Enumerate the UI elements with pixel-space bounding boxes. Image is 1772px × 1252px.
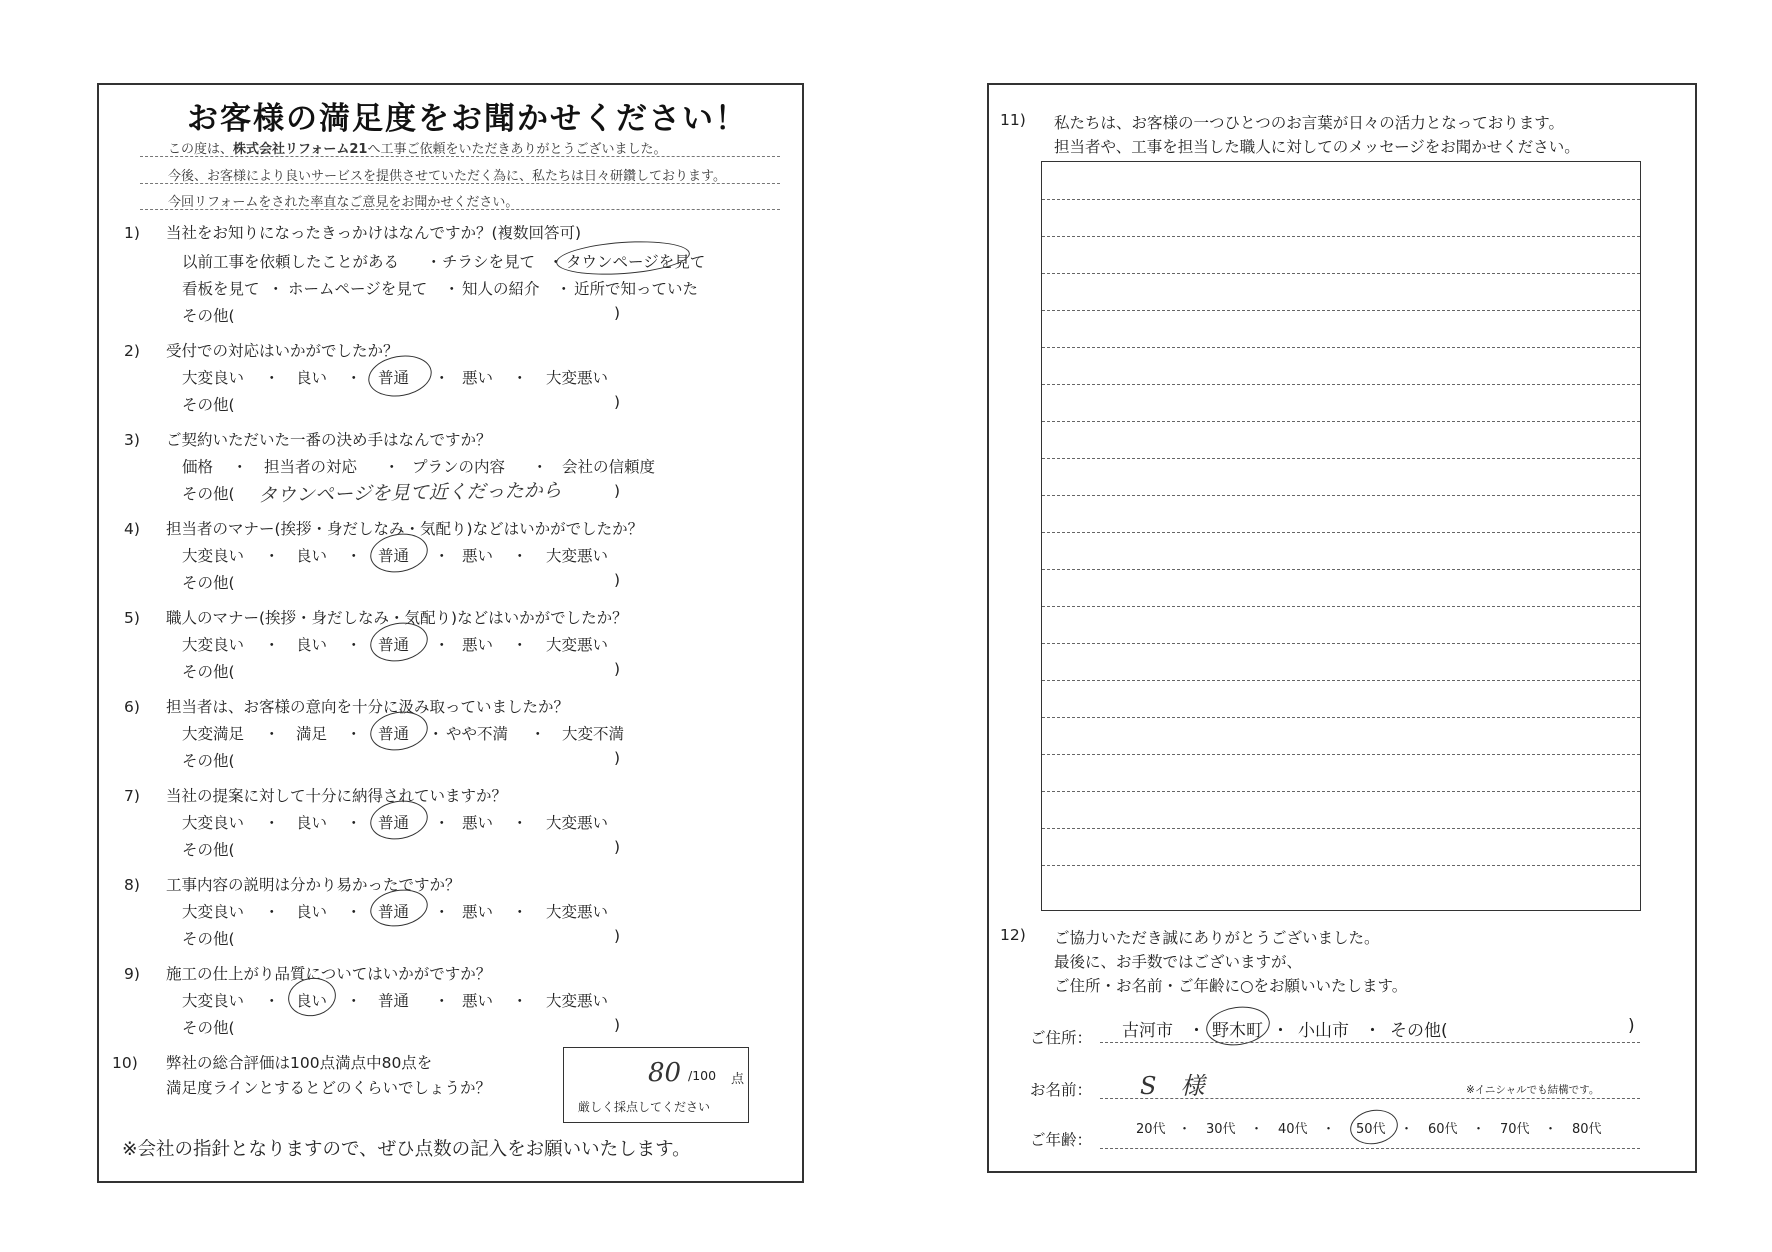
separator: ・: [346, 369, 362, 387]
separator: ・: [346, 992, 362, 1010]
intro-line-2: 今後、お客様により良いサービスを提供させていただく為に、私たちは日々研鑽しております。: [168, 169, 726, 184]
question-7-text: 当社の提案に対して十分に納得されていますか？: [166, 787, 508, 805]
question-12-line-3: ご住所・お名前・ご年齢に○をお願いいたします。: [1054, 977, 1408, 995]
q3-other-label: その他(: [182, 485, 235, 503]
q3-option-plan[interactable]: プランの内容: [412, 458, 506, 476]
q9-option-very-bad[interactable]: 大変悪い: [546, 992, 609, 1010]
ruled-line: [1042, 865, 1640, 866]
q8-option-very-bad[interactable]: 大変悪い: [546, 903, 609, 921]
intro-line-1-post: へ工事ご依頼をいただきありがとうございました。: [367, 142, 667, 157]
q3-handwritten-answer: タウンページを見て近くだったから: [257, 479, 562, 507]
separator: ・: [512, 814, 528, 832]
ruled-line: [1042, 421, 1640, 422]
q8-option-bad[interactable]: 悪い: [462, 903, 494, 921]
q3-option-price[interactable]: 価格: [182, 458, 214, 476]
ruled-line: [1042, 532, 1640, 533]
q1-option-signboard[interactable]: 看板を見て: [182, 280, 260, 298]
question-8-number: 8): [124, 876, 140, 894]
q7-option-good[interactable]: 良い: [296, 814, 328, 832]
question-5-text: 職人のマナー(挨拶・身だしなみ・気配り)などはいかがでしたか？: [166, 609, 628, 627]
age-option-30s[interactable]: 30代: [1206, 1122, 1236, 1137]
q4-option-very-bad[interactable]: 大変悪い: [546, 547, 609, 565]
q2-option-average[interactable]: 普通: [378, 369, 410, 387]
age-label: ご年齢：: [1030, 1131, 1093, 1149]
q5-option-very-bad[interactable]: 大変悪い: [546, 636, 609, 654]
question-12-line-1: ご協力いただき誠にありがとうございました。: [1054, 929, 1380, 947]
q6-option-satisfied[interactable]: 満足: [296, 725, 328, 743]
question-7-number: 7): [124, 787, 140, 805]
ruled-line: [1042, 347, 1640, 348]
q4-option-bad[interactable]: 悪い: [462, 547, 494, 565]
ruled-line: [1042, 273, 1640, 274]
separator: ・: [1322, 1122, 1336, 1137]
separator: ・: [346, 903, 362, 921]
ruled-line: [1042, 828, 1640, 829]
q5-other-label: その他(: [182, 663, 235, 681]
separator: ・: [434, 903, 450, 921]
q2-option-bad[interactable]: 悪い: [462, 369, 494, 387]
q6-option-somewhat-dissatisfied[interactable]: やや不満: [446, 725, 509, 743]
q3-other-close: ): [614, 482, 621, 500]
q4-other-close: ): [614, 571, 621, 589]
question-8-text: 工事内容の説明は分かり易かったですか？: [166, 876, 461, 894]
question-10-line-1: 弊社の総合評価は100点満点中80点を: [166, 1054, 433, 1072]
intro-line-3: 今回リフォームをされた率直なご意見をお聞かせください。: [168, 195, 519, 210]
age-underline: [1100, 1148, 1640, 1149]
name-initial-note: ※イニシャルでも結構です。: [1466, 1084, 1600, 1096]
intro-divider: [140, 209, 780, 210]
separator: ・: [346, 636, 362, 654]
intro-divider: [140, 183, 780, 184]
separator: ・: [434, 814, 450, 832]
address-option-nogi[interactable]: 野木町: [1212, 1021, 1263, 1041]
question-2-text: 受付での対応はいかがでしたか？: [166, 342, 399, 360]
q3-option-reliability[interactable]: 会社の信頼度: [562, 458, 656, 476]
name-label: お名前：: [1030, 1081, 1093, 1099]
q5-option-bad[interactable]: 悪い: [462, 636, 494, 654]
ruled-line: [1042, 680, 1640, 681]
q2-option-very-good[interactable]: 大変良い: [182, 369, 245, 387]
ruled-line: [1042, 643, 1640, 644]
question-6-number: 6): [124, 698, 140, 716]
q4-option-good[interactable]: 良い: [296, 547, 328, 565]
intro-line-1-pre: この度は、: [168, 142, 234, 157]
q2-other-close: ): [614, 393, 621, 411]
separator: ・: [264, 369, 280, 387]
q9-option-bad[interactable]: 悪い: [462, 992, 494, 1010]
q2-option-good[interactable]: 良い: [296, 369, 328, 387]
question-4-number: 4): [124, 520, 140, 538]
separator: ・: [1364, 1021, 1381, 1041]
name-handwritten[interactable]: S 様: [1140, 1072, 1205, 1100]
company-name: 株式会社リフォーム21: [233, 142, 368, 157]
q6-other-label: その他(: [182, 752, 235, 770]
separator: ・: [1188, 1021, 1205, 1041]
q9-option-good[interactable]: 良い: [296, 992, 328, 1010]
separator: ・: [264, 547, 280, 565]
name-underline: [1100, 1098, 1640, 1099]
separator: ・: [434, 992, 450, 1010]
question-12-number: 12): [1000, 926, 1026, 944]
q2-option-very-bad[interactable]: 大変悪い: [546, 369, 609, 387]
separator: ・: [264, 725, 280, 743]
q1-other-close: ): [614, 304, 621, 322]
ruled-line: [1042, 495, 1640, 496]
separator: ・: [1472, 1122, 1486, 1137]
separator: ・: [532, 458, 548, 476]
separator: ・: [1178, 1122, 1192, 1137]
q7-option-very-bad[interactable]: 大変悪い: [546, 814, 609, 832]
age-option-40s[interactable]: 40代: [1278, 1122, 1308, 1137]
q5-option-very-good[interactable]: 大変良い: [182, 636, 245, 654]
question-1-text: 当社をお知りになったきっかけはなんですか？(複数回答可): [166, 224, 582, 242]
separator: ・: [512, 547, 528, 565]
separator: ・: [512, 903, 528, 921]
separator: ・: [346, 547, 362, 565]
address-other-close: ): [1628, 1016, 1635, 1036]
q7-option-very-good[interactable]: 大変良い: [182, 814, 245, 832]
separator: ・: [1544, 1122, 1558, 1137]
separator: ・: [346, 725, 362, 743]
q4-option-very-good[interactable]: 大変良い: [182, 547, 245, 565]
q9-option-average[interactable]: 普通: [378, 992, 410, 1010]
q7-option-bad[interactable]: 悪い: [462, 814, 494, 832]
q4-option-average[interactable]: 普通: [378, 547, 410, 565]
separator: ・: [444, 280, 460, 298]
ruled-line: [1042, 199, 1640, 200]
q8-option-average[interactable]: 普通: [378, 903, 410, 921]
question-11-line-2: 担当者や、工事を担当した職人に対してのメッセージをお聞かせください。: [1054, 138, 1580, 156]
q8-option-very-good[interactable]: 大変良い: [182, 903, 245, 921]
ruled-line: [1042, 717, 1640, 718]
age-option-20s[interactable]: 20代: [1136, 1122, 1166, 1137]
q7-option-average[interactable]: 普通: [378, 814, 410, 832]
q6-option-very-dissatisfied[interactable]: 大変不満: [562, 725, 625, 743]
q9-other-close: ): [614, 1016, 621, 1034]
separator: ・: [264, 636, 280, 654]
separator: ・: [512, 369, 528, 387]
question-11-number: 11): [1000, 111, 1026, 129]
separator: ・: [346, 814, 362, 832]
separator: ・: [434, 636, 450, 654]
question-12-line-2: 最後に、お手数ではございますが、: [1054, 953, 1303, 971]
separator: ・: [264, 814, 280, 832]
ruled-line: [1042, 754, 1640, 755]
q6-option-very-satisfied[interactable]: 大変満足: [182, 725, 245, 743]
q4-other-label: その他(: [182, 574, 235, 592]
address-option-other[interactable]: その他(: [1390, 1021, 1448, 1041]
address-option-koga[interactable]: 古河市: [1122, 1021, 1173, 1041]
q1-other-label: その他(: [182, 307, 235, 325]
question-11-line-1: 私たちは、お客様の一つひとつのお言葉が日々の活力となっております。: [1054, 114, 1564, 132]
question-10-number: 10): [112, 1054, 138, 1072]
address-label: ご住所：: [1030, 1029, 1093, 1047]
separator: ・: [1400, 1122, 1414, 1137]
q1-option-past-work[interactable]: 以前工事を依頼したことがある: [182, 253, 400, 271]
separator: ・: [426, 253, 442, 271]
q9-other-label: その他(: [182, 1019, 235, 1037]
age-option-70s[interactable]: 70代: [1500, 1122, 1530, 1137]
ruled-line: [1042, 310, 1640, 311]
separator: ・: [384, 458, 400, 476]
q9-option-very-good[interactable]: 大変良い: [182, 992, 245, 1010]
question-1-number: 1): [124, 224, 140, 242]
separator: ・: [1272, 1021, 1289, 1041]
separator: ・: [512, 636, 528, 654]
address-option-oyama[interactable]: 小山市: [1298, 1021, 1349, 1041]
q1-option-town-page[interactable]: タウンページを見て: [566, 253, 706, 271]
question-10-line-2: 満足度ラインとするとどのくらいでしょうか？: [166, 1079, 492, 1097]
q1-option-homepage[interactable]: ホームページを見て: [288, 280, 428, 298]
question-9-text: 施工の仕上がり品質についてはいかがですか？: [166, 965, 492, 983]
separator: ・: [512, 992, 528, 1010]
q1-option-neighborhood[interactable]: 近所で知っていた: [574, 280, 699, 298]
q1-option-referral[interactable]: 知人の紹介: [462, 280, 540, 298]
intro-divider: [140, 156, 780, 157]
question-2-number: 2): [124, 342, 140, 360]
q5-option-good[interactable]: 良い: [296, 636, 328, 654]
q2-other-label: その他(: [182, 396, 235, 414]
question-3-text: ご契約いただいた一番の決め手はなんですか？: [166, 431, 492, 449]
address-underline: [1100, 1042, 1640, 1043]
ruled-line: [1042, 606, 1640, 607]
score-unit: 点: [731, 1072, 745, 1087]
separator: ・: [232, 458, 248, 476]
ruled-line: [1042, 791, 1640, 792]
question-9-number: 9): [124, 965, 140, 983]
footer-note: ※会社の指針となりますので、ぜひ点数の記入をお願いいたします。: [122, 1139, 691, 1160]
ruled-line: [1042, 458, 1640, 459]
separator: ・: [264, 992, 280, 1010]
q5-other-close: ): [614, 660, 621, 678]
ruled-line: [1042, 569, 1640, 570]
q5-option-average[interactable]: 普通: [378, 636, 410, 654]
separator: ・: [1250, 1122, 1264, 1137]
q8-other-label: その他(: [182, 930, 235, 948]
ruled-line: [1042, 236, 1640, 237]
q7-other-label: その他(: [182, 841, 235, 859]
q7-other-close: ): [614, 838, 621, 856]
ruled-line: [1042, 384, 1640, 385]
separator: ・: [556, 280, 572, 298]
score-handwritten: 80: [648, 1058, 682, 1088]
age-option-80s[interactable]: 80代: [1572, 1122, 1602, 1137]
question-3-number: 3): [124, 431, 140, 449]
q8-option-good[interactable]: 良い: [296, 903, 328, 921]
separator: ・: [530, 725, 546, 743]
score-hint: 厳しく採点してください: [578, 1100, 711, 1114]
separator: ・: [434, 369, 450, 387]
separator: ・: [264, 903, 280, 921]
q6-option-average[interactable]: 普通: [378, 725, 410, 743]
question-4-text: 担当者のマナー(挨拶・身だしなみ・気配り)などはいかがでしたか？: [166, 520, 644, 538]
question-5-number: 5): [124, 609, 140, 627]
message-textarea[interactable]: [1041, 161, 1641, 911]
separator: ・: [428, 725, 444, 743]
age-option-50s[interactable]: 50代: [1356, 1122, 1386, 1137]
intro-line-1: [168, 138, 666, 157]
separator: ・: [434, 547, 450, 565]
age-option-60s[interactable]: 60代: [1428, 1122, 1458, 1137]
q3-option-staff[interactable]: 担当者の対応: [264, 458, 358, 476]
separator: ・: [548, 253, 564, 271]
score-box[interactable]: [563, 1047, 749, 1123]
survey-title: お客様の満足度をお聞かせください！: [187, 101, 748, 137]
q6-other-close: ): [614, 749, 621, 767]
q8-other-close: ): [614, 927, 621, 945]
score-max: /100: [688, 1068, 717, 1083]
q1-option-flyer[interactable]: チラシを見て: [442, 253, 536, 271]
separator: ・: [268, 280, 284, 298]
question-6-text: 担当者は、お客様の意向を十分に汲み取っていましたか？: [166, 698, 570, 716]
